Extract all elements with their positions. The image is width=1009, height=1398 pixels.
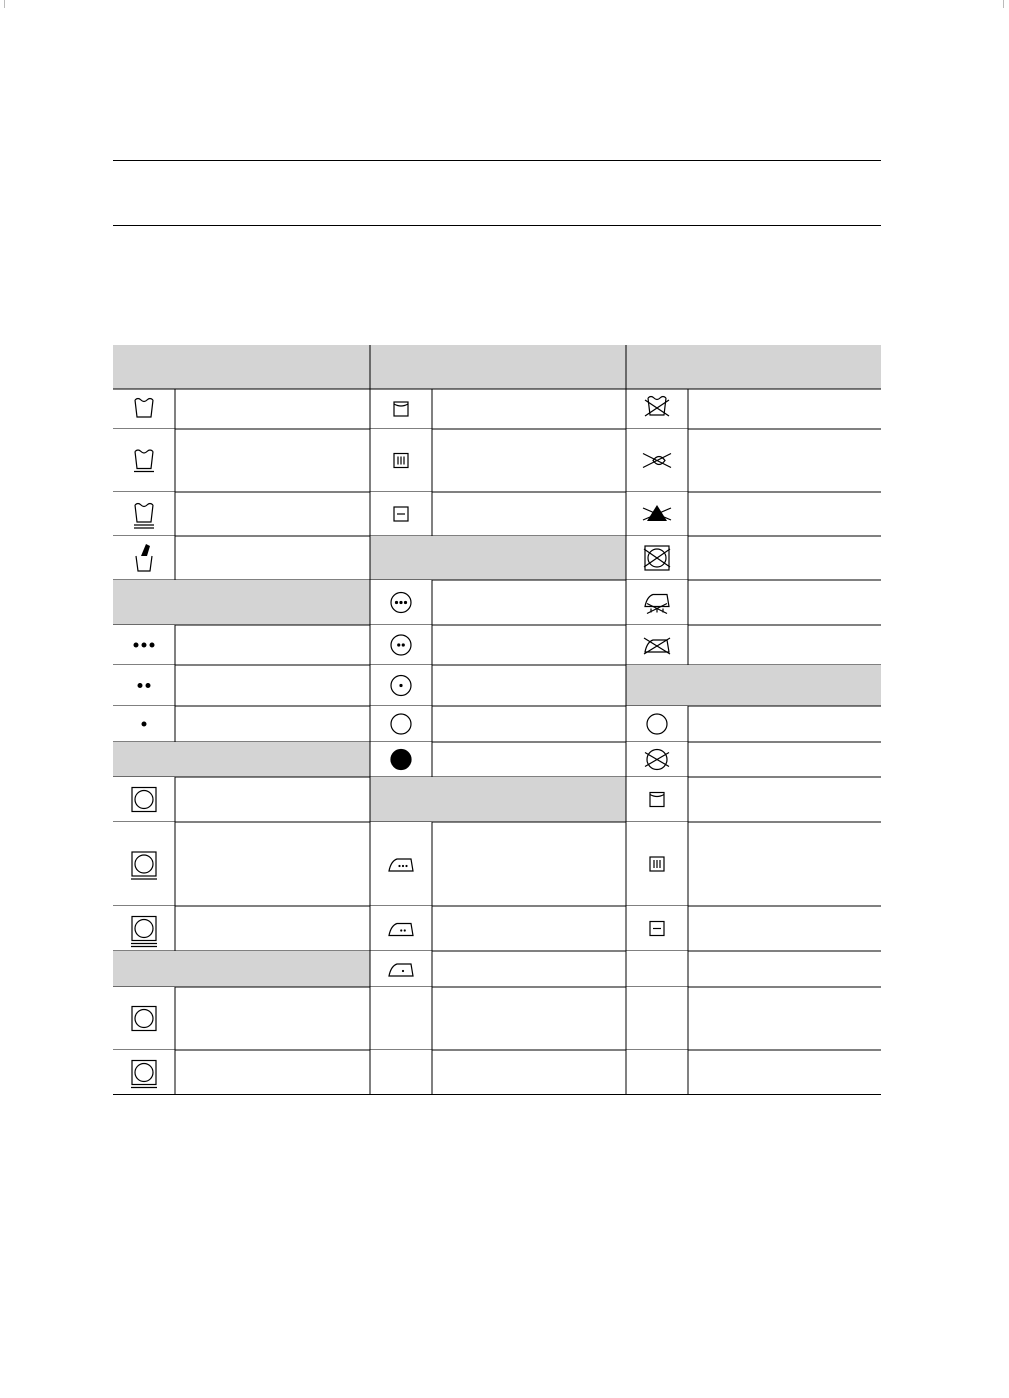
- icon-cell: [113, 665, 175, 706]
- icon-cell: [113, 987, 175, 1050]
- section-row: [370, 536, 626, 580]
- icon-cell: [626, 580, 688, 625]
- care-symbol-table-svg: [113, 345, 881, 1095]
- section-row: [113, 742, 370, 777]
- icon-cell: [370, 987, 432, 1050]
- icon-cell: [370, 389, 432, 429]
- icon-cell: [113, 1050, 175, 1095]
- section-row: [370, 777, 626, 822]
- icon-cell: [626, 706, 688, 742]
- icon-cell: [626, 987, 688, 1050]
- icon-cell: [113, 906, 175, 951]
- icon-cell: [370, 1050, 432, 1095]
- icon-cell: [370, 625, 432, 665]
- care-symbol-table: [113, 345, 881, 1095]
- icon-cell: [370, 951, 432, 987]
- icon-cell: [113, 777, 175, 822]
- icon-cell: [626, 951, 688, 987]
- icon-cell: [370, 706, 432, 742]
- three-dots-icon: [134, 643, 155, 648]
- icon-cell: [113, 429, 175, 492]
- crop-mark-left: [4, 0, 5, 8]
- icon-cell: [626, 625, 688, 665]
- one-dot-icon: [142, 722, 147, 727]
- header-rule-bottom: [113, 225, 881, 226]
- section-row: [113, 580, 370, 625]
- icon-cell: [113, 492, 175, 536]
- section-row: [626, 665, 881, 706]
- icon-cell: [370, 822, 432, 906]
- section-row: [113, 951, 370, 987]
- icon-cell: [626, 1050, 688, 1095]
- table-header-band: [113, 345, 881, 389]
- crop-mark-right: [1003, 0, 1004, 8]
- circle-filled-icon: [391, 750, 411, 770]
- header-rule-top: [113, 160, 881, 161]
- icon-cell: [370, 906, 432, 951]
- icon-cell: [626, 389, 688, 429]
- icon-cell: [113, 536, 175, 580]
- icon-cell: [626, 777, 688, 822]
- icon-cell: [113, 389, 175, 429]
- icon-cell: [113, 822, 175, 906]
